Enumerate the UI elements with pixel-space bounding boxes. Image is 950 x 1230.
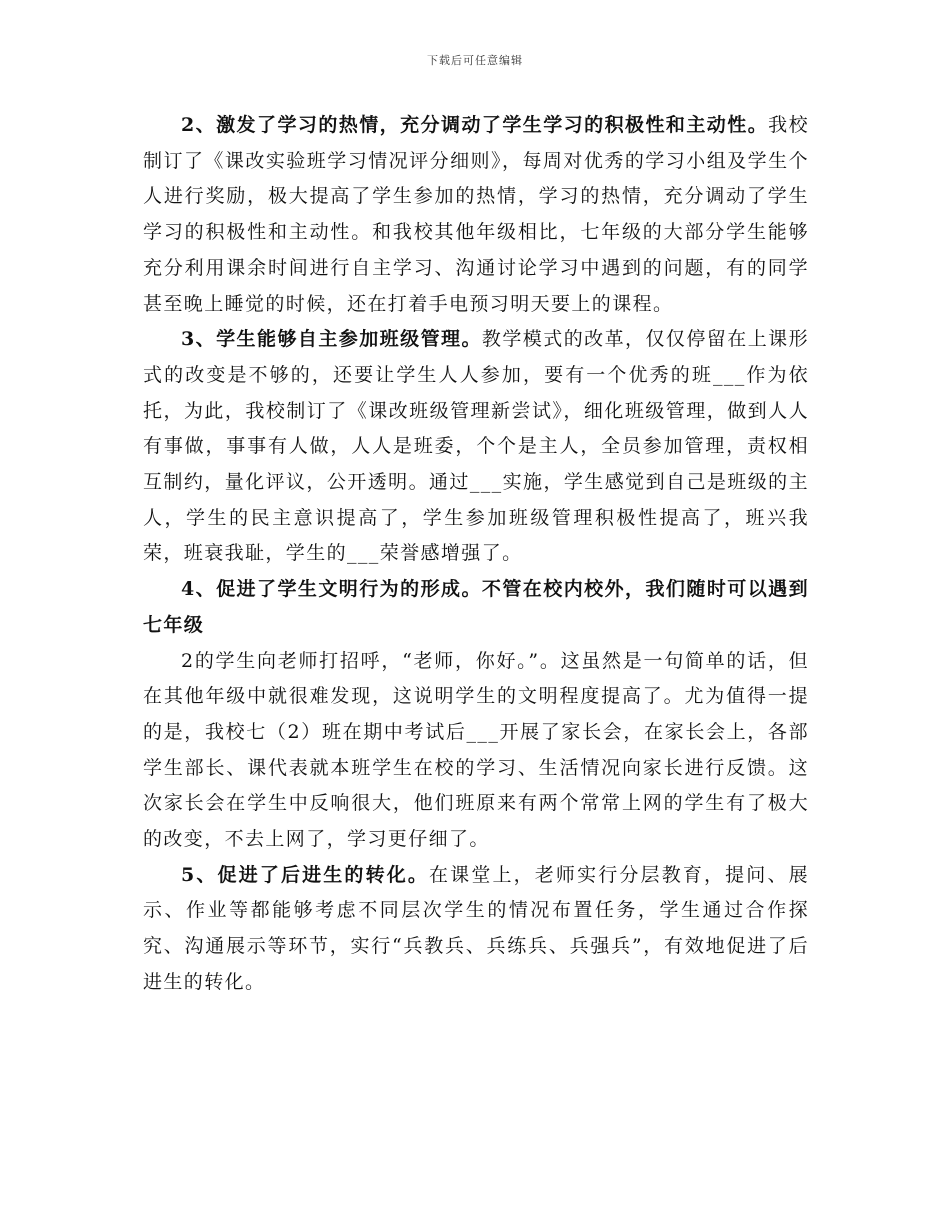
paragraph-section-2 [143,108,809,322]
section-2-body: 我校制订了《课改实验班学习情况评分细则》，每周对优秀的学习小组及学生个人进行奖励，极大提高了学生参加的热情，学习的热情，充分调动了学生学习的积极性和主动性。和我校其他年级相比，七年级的大部分学生能够充分利用课余时间进行自主学习、沟通讨论学习中遇到的问题，有的同学甚至晚上睡觉的时候，还在打着手电预习明天要上的课程。 [143,114,809,315]
section-5-heading: 5、促进了后进生的转化。 [181,863,430,886]
section-5-body: 在课堂上，老师实行分层教育，提问、展示、作业等都能够考虑不同层次学生的情况布置任务，学生通过合作探究、沟通展示等环节，实行“兵教兵、兵练兵、兵强兵”，有效地促进了后进生的转化。 [143,863,809,993]
page-header-note: 下载后可任意编辑 [427,54,523,67]
paragraph-section-5 [143,858,809,1001]
paragraph-section-3 [143,322,809,572]
section-3-body: 教学模式的改革，仅仅停留在上课形式的改变是不够的，还要让学生人人参加，要有一个优秀的班___作为依托，为此，我校制订了《课改班级管理新尝试》，细化班级管理，做到人人有事做，事事有人做，人人是班委，个个是主人，全员参加管理，责权相互制约，量化评议，公开透明。通过___实施，学生感觉到自己是班级的主人，学生的民主意识提高了，学生参加班级管理积极性提高了，班兴我荣，班衰我耻，学生的___荣誉感增强了。 [143,328,809,565]
section-3-heading: 3、学生能够自主参加班级管理。 [181,328,482,351]
document-body [143,108,809,1001]
section-4-heading: 4、促进了学生文明行为的形成。不管在校内校外，我们随时可以遇到七年级 [143,578,809,636]
section-2-heading: 2、激发了学习的热情，充分调动了学生学习的积极性和主动性。 [181,114,769,136]
section-4-body: 2的学生向老师打招呼，“老师，你好。”。这虽然是一句简单的话，但在其他年级中就很难发现，这说明学生的文明程度提高了。尤为值得一提的是，我校七（2）班在期中考试后___开展了家长会，在家长会上，各部学生部长、课代表就本班学生在校的学习、生活情况向家长进行反馈。这次家长会在学生中反响很大，他们班原来有两个常常上网的学生有了极大的改变，不去上网了，学习更仔细了。 [143,649,809,851]
